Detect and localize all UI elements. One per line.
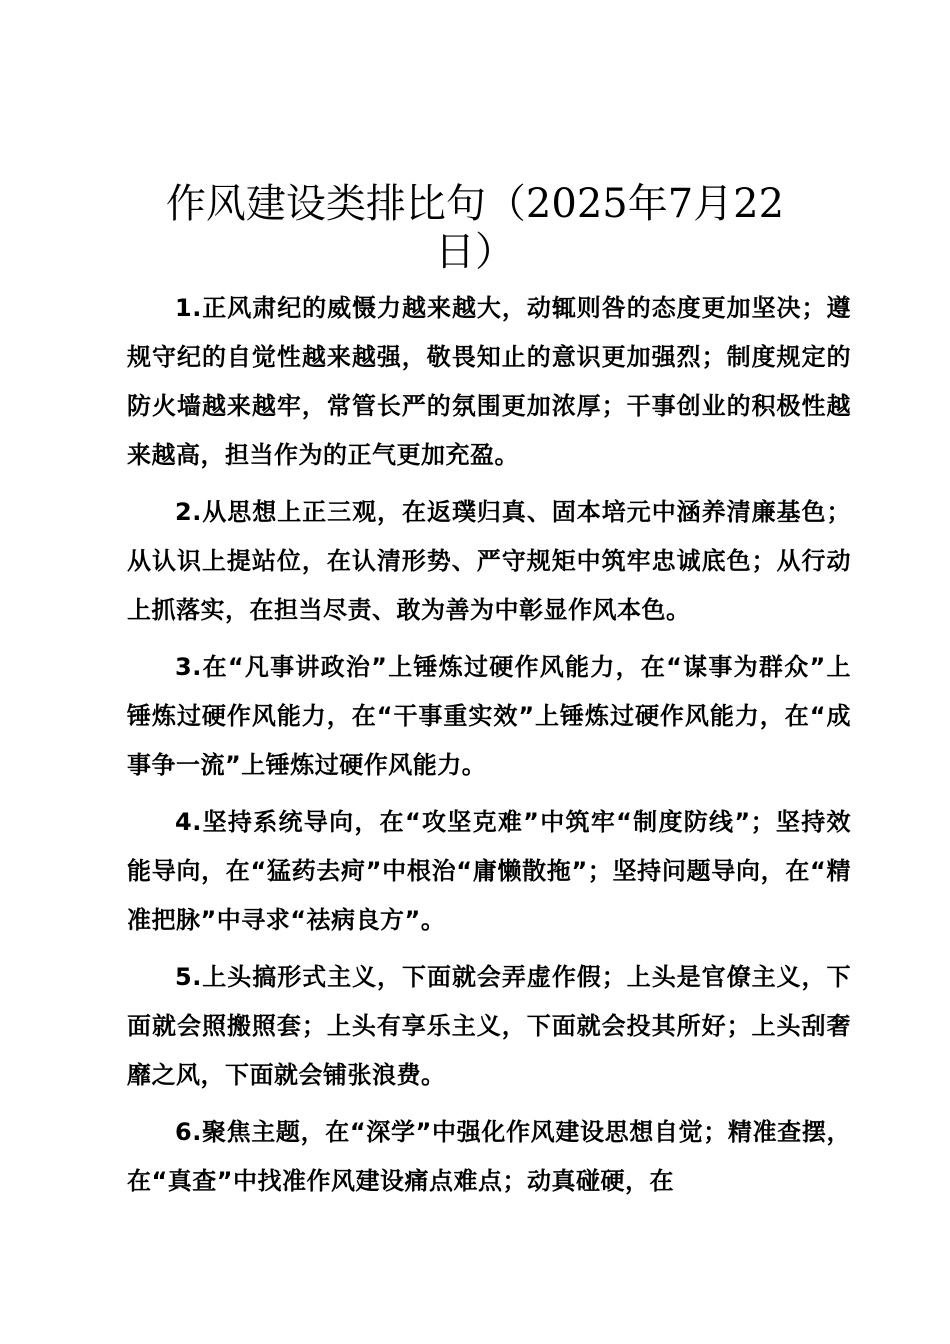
paragraph-2: 2.从思想上正三观，在返璞归真、固本培元中涵养清廉基色；从认识上提站位，在认清形势、严守规矩中筑牢忠诚底色；从行动上抓落实，在担当尽责、敢为善为中彰显作风本色。: [127, 498, 851, 624]
document-title: 作风建设类排比句（2025年7月22日）: [165, 181, 785, 275]
paragraph-4: 4.坚持系统导向，在“攻坚克难”中筑牢“制度防线”；坚持效能导向，在“猛药去疴”中根治“庸懒散拖”；坚持问题导向，在“精准把脉”中寻求“祛病良方”。: [127, 808, 851, 934]
paragraph-6: 6.聚焦主题，在“深学”中强化作风建设思想自觉；精准查摆，在“真查”中找准作风建设痛点难点；动真碰硬，在: [127, 1118, 851, 1195]
paragraph-5: 5.上头搞形式主义，下面就会弄虚作假；上头是官僚主义，下面就会照搬照套；上头有享乐主义，下面就会投其所好；上头刮奢靡之风，下面就会铺张浪费。: [127, 963, 851, 1089]
document-body: [127, 284, 851, 1214]
paragraph-3: 3.在“凡事讲政治”上锤炼过硬作风能力，在“谋事为群众”上锤炼过硬作风能力，在“干事重实效”上锤炼过硬作风能力，在“成事争一流”上锤炼过硬作风能力。: [127, 653, 851, 779]
paragraph-1: 1.正风肃纪的威慑力越来越大，动辄则咎的态度更加坚决；遵规守纪的自觉性越来越强，敬畏知止的意识更加强烈；制度规定的防火墙越来越牢，常管长严的氛围更加浓厚；干事创业的积极性越来越高，担当作为的正气更加充盈。: [127, 294, 851, 469]
